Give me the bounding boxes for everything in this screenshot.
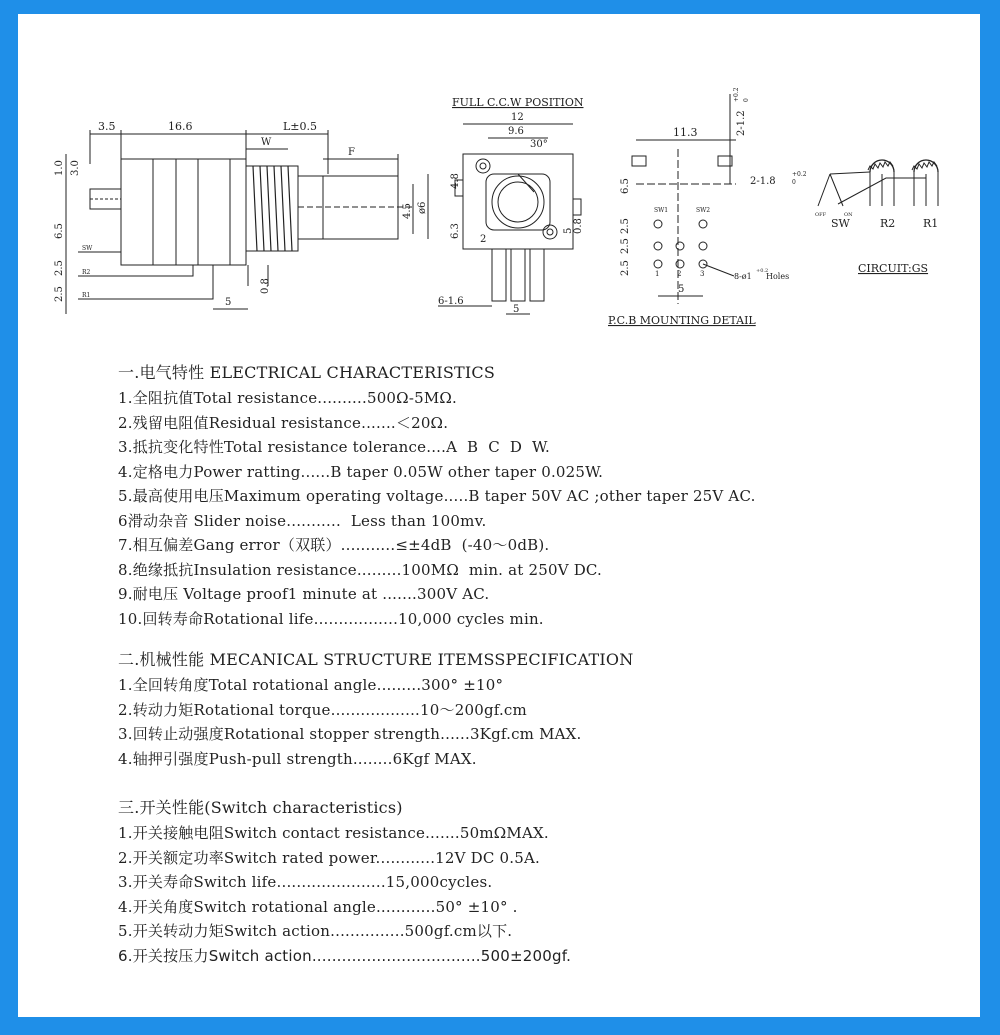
spec-line: 4.开关角度Switch rotational angle............50° ±10° .: [118, 897, 518, 916]
dim-2.5-pcb-a: 2.5: [620, 218, 631, 234]
dim-5-pcb: 5: [678, 284, 685, 295]
dim-6.5: 6.5: [54, 223, 65, 239]
spec-line: 6滑动杂音 Slider noise........... Less than 100mv.: [118, 511, 487, 530]
holes-label: 8-ø1: [734, 272, 752, 281]
spec-line: 3.开关寿命Switch life......................15,000cycles.: [118, 873, 493, 891]
spec-line: 5.开关转动力矩Switch action...............500gf.cm以下.: [118, 922, 513, 940]
spec-line: 1.全回转角度Total rotational angle.........300° ±10°: [118, 676, 504, 694]
spec-line: 4.轴押引强度Push-pull strength........6Kgf MAX.: [118, 749, 477, 768]
pad-sw1: SW1: [654, 207, 669, 214]
circuit-label-r2: R2: [880, 217, 896, 230]
datasheet-page: [18, 14, 980, 1017]
pad-3: 3: [700, 270, 705, 278]
holes-suffix: Holes: [766, 272, 790, 281]
spec-line: 1.开关接触电阻Switch contact resistance.......50mΩMAX.: [118, 824, 549, 842]
switch-on: ON: [844, 212, 853, 218]
section-switch: [118, 795, 918, 968]
spec-line: 8.绝缘抵抗Insulation resistance.........100MΩ min. at 250V DC.: [118, 560, 603, 579]
pcb-view: [608, 87, 807, 327]
pin-r2: R2: [82, 269, 91, 276]
holes-tol: +0.2: [756, 268, 769, 274]
technical-drawing: [18, 14, 980, 344]
dim-0.8-front: 0.8: [573, 218, 584, 234]
section-mechanical: [118, 647, 918, 771]
circuit-label-sw: SW: [831, 217, 850, 230]
dim-4.5: 4.5: [402, 203, 413, 219]
dim-W: W: [261, 137, 272, 148]
section-title-mechanical: 二.机械性能 MECANICAL STRUCTURE ITEMSSPECIFICATION: [118, 650, 634, 669]
dim-12: 12: [511, 112, 524, 123]
pad-2: 2: [677, 270, 682, 278]
dim-16.6: 16.6: [168, 120, 193, 133]
spec-line: 6.开关按压力Switch action..................................500±200gf.: [118, 946, 572, 965]
dim-3.5: 3.5: [98, 120, 116, 133]
tol-2-lower: 0: [792, 179, 796, 186]
tol-1-upper: +0.2: [733, 87, 740, 102]
pad-sw2: SW2: [696, 207, 711, 214]
section-title-switch: 三.开关性能(Switch characteristics): [118, 798, 403, 817]
circuit-label-r1: R1: [923, 217, 939, 230]
front-view-title: FULL C.C.W POSITION: [452, 96, 584, 109]
dim-5-front: 5: [563, 227, 574, 234]
pcb-view-title: P.C.B MOUNTING DETAIL: [608, 314, 756, 327]
switch-off: OFF: [815, 212, 827, 218]
spec-line: 4.定格电力Power ratting......B taper 0.05W other taper 0.025W.: [118, 462, 604, 481]
specifications: [118, 360, 918, 984]
dim-2.5-pcb-c: 2.5: [620, 260, 631, 276]
tol-1-lower: 0: [743, 98, 750, 102]
dim-5: 5: [225, 297, 232, 308]
side-view: [54, 120, 428, 314]
spec-line: 1.全阻抗值Total resistance..........500Ω-5MΩ.: [118, 389, 457, 407]
dim-2.5b: 2.5: [54, 286, 65, 302]
circuit-title: CIRCUIT:GS: [858, 262, 929, 275]
dim-2-1.8: 2-1.8: [750, 176, 776, 187]
dim-5-bottom: 5: [513, 304, 520, 315]
front-view: [438, 96, 584, 315]
dim-3.0: 3.0: [70, 160, 81, 176]
dim-2-1.2: 2-1.2: [736, 110, 747, 136]
circuit-diagram: [815, 160, 938, 275]
spec-line: 2.开关额定功率Switch rated power............12V DC 0.5A.: [118, 848, 540, 867]
spec-line: 3.回转止动强度Rotational stopper strength......3Kgf.cm MAX.: [118, 725, 582, 743]
spec-line: 2.残留电阻值Residual resistance.......＜20Ω.: [118, 413, 449, 432]
tol-2-upper: +0.2: [792, 171, 807, 178]
dim-1.0: 1.0: [54, 160, 65, 176]
dim-9.6: 9.6: [508, 126, 524, 137]
dim-6.3: 6.3: [450, 223, 461, 239]
pin-r1: R1: [82, 292, 91, 299]
spec-line: 7.相互偏差Gang error（双联）...........≤±4dB (-40～0dB).: [118, 536, 550, 554]
dim-L: L±0.5: [283, 120, 318, 133]
dim-6.5-pcb: 6.5: [620, 178, 631, 194]
dim-4.8: 4.8: [450, 173, 461, 189]
pcb-holes: [654, 220, 707, 268]
pin-sw: SW: [82, 245, 93, 252]
spec-line: 9.耐电压 Voltage proof1 minute at .......300V AC.: [118, 585, 490, 603]
section-title-electrical: 一.电气特性 ELECTRICAL CHARACTERISTICS: [118, 363, 496, 382]
dim-2: 2: [480, 234, 487, 245]
section-electrical: [118, 360, 918, 631]
dim-2.5-pcb-b: 2.5: [620, 238, 631, 254]
dim-phi6: ø6: [417, 201, 428, 214]
spec-line: 3.抵抗变化特性Total resistance tolerance....A B C D W.: [118, 438, 550, 456]
dim-11.3: 11.3: [673, 126, 698, 139]
spec-line: 2.转动力矩Rotational torque..................10～200gf.cm: [118, 700, 527, 719]
spec-line: 5.最高使用电压Maximum operating voltage.....B taper 50V AC ;other taper 25V AC.: [118, 487, 756, 505]
dim-30deg: 30°: [530, 139, 548, 150]
pad-1: 1: [655, 270, 660, 278]
dim-6-1.6: 6-1.6: [438, 296, 464, 307]
dim-F: F: [348, 147, 355, 158]
dim-2.5a: 2.5: [54, 260, 65, 276]
dim-0.8: 0.8: [260, 278, 271, 294]
spec-line: 10.回转寿命Rotational life.................10,000 cycles min.: [118, 609, 544, 628]
